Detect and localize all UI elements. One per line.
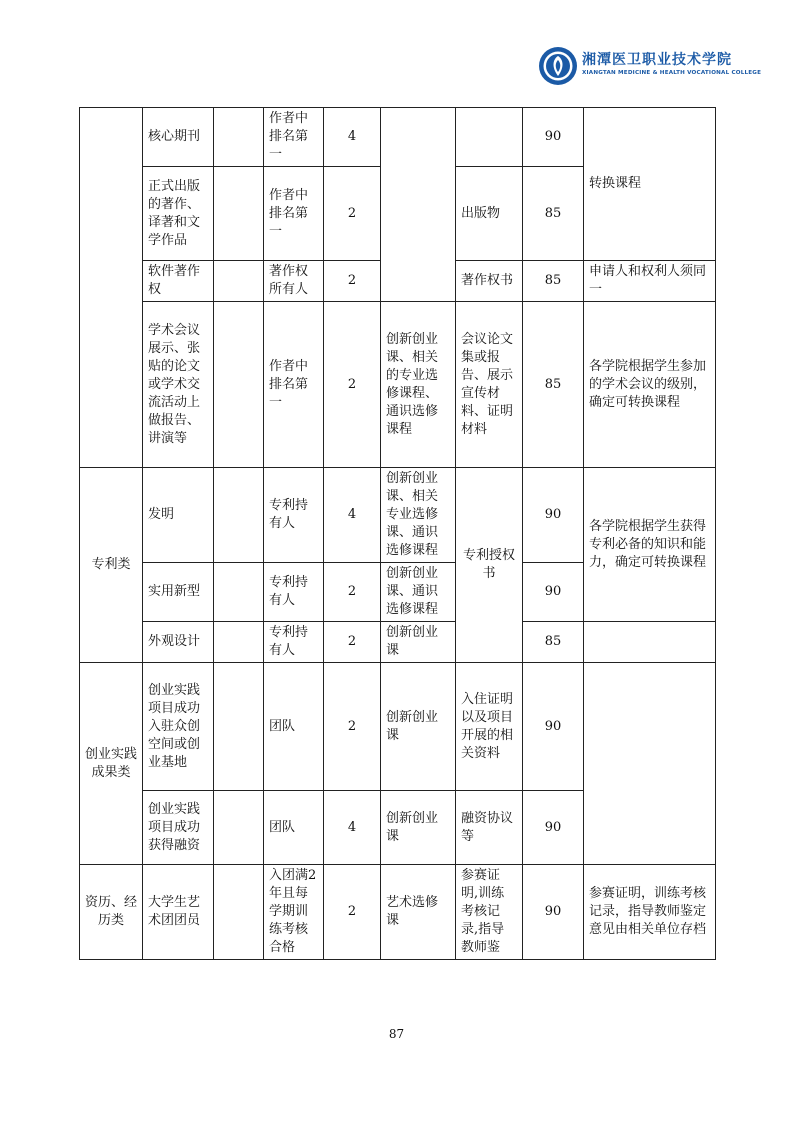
item-cell: 核心期刊 (143, 108, 214, 167)
college-logo (538, 46, 762, 86)
score-cell: 85 (523, 167, 584, 261)
course-cell: 艺术选修课 (381, 865, 456, 960)
note-cell: 申请人和权利人须同一 (584, 261, 716, 302)
category-cell: 资历、经历类 (80, 865, 143, 960)
blank-cell (214, 663, 264, 791)
item-cell: 软件著作权 (143, 261, 214, 302)
credit-cell: 4 (324, 468, 381, 563)
credit-cell: 2 (324, 663, 381, 791)
course-cell: 创新创业课 (381, 622, 456, 663)
item-cell: 大学生艺术团团员 (143, 865, 214, 960)
course-cell: 创新创业课、通识选修课程 (381, 563, 456, 622)
note-cell: 转换课程 (584, 108, 716, 261)
blank-cell (214, 622, 264, 663)
material-cell: 参赛证明,训练考核记录,指导教师鉴 (456, 865, 523, 960)
note-cell (584, 663, 716, 865)
course-cell: 创新创业课、相关专业选修课、通识选修课程 (381, 468, 456, 563)
requirement-cell: 作者中排名第一 (264, 167, 324, 261)
item-cell: 实用新型 (143, 563, 214, 622)
blank-cell (214, 302, 264, 468)
item-cell: 外观设计 (143, 622, 214, 663)
note-cell (584, 622, 716, 663)
material-cell: 出版物 (456, 167, 523, 261)
course-cell (381, 108, 456, 302)
note-cell: 各学院根据学生参加的学术会议的级别，确定可转换课程 (584, 302, 716, 468)
course-cell: 创新创业课 (381, 663, 456, 791)
note-cell: 各学院根据学生获得专利必备的知识和能力，确定可转换课程 (584, 468, 716, 622)
score-cell: 85 (523, 622, 584, 663)
table-row (80, 302, 716, 468)
material-cell: 会议论文集或报告、展示宣传材料、证明材料 (456, 302, 523, 468)
score-cell: 85 (523, 261, 584, 302)
item-cell: 正式出版的著作、译著和文学作品 (143, 167, 214, 261)
blank-cell (214, 865, 264, 960)
material-cell: 入住证明以及项目开展的相关资料 (456, 663, 523, 791)
requirement-cell: 专利持有人 (264, 622, 324, 663)
table-row (80, 622, 716, 663)
requirement-cell: 作者中排名第一 (264, 108, 324, 167)
score-cell: 90 (523, 468, 584, 563)
material-cell (456, 108, 523, 167)
score-cell: 90 (523, 108, 584, 167)
requirement-cell: 著作权所有人 (264, 261, 324, 302)
college-emblem-icon (538, 46, 578, 86)
credit-cell: 2 (324, 261, 381, 302)
category-cell (80, 108, 143, 468)
item-cell: 学术会议展示、张贴的论文或学术交流活动上做报告、讲演等 (143, 302, 214, 468)
blank-cell (214, 468, 264, 563)
requirement-cell: 入团满2年且每学期训练考核合格 (264, 865, 324, 960)
page-number: 87 (388, 1027, 405, 1041)
requirement-cell: 专利持有人 (264, 468, 324, 563)
note-cell: 参赛证明，训练考核记录，指导教师鉴定意见由相关单位存档 (584, 865, 716, 960)
score-cell: 90 (523, 865, 584, 960)
table-row (80, 108, 716, 167)
item-cell: 发明 (143, 468, 214, 563)
credit-cell: 2 (324, 167, 381, 261)
blank-cell (214, 261, 264, 302)
item-cell: 创业实践项目成功获得融资 (143, 791, 214, 865)
table-row (80, 468, 716, 563)
requirement-cell: 作者中排名第一 (264, 302, 324, 468)
material-cell: 专利授权书 (456, 468, 523, 663)
credit-cell: 4 (324, 108, 381, 167)
category-cell: 创业实践成果类 (80, 663, 143, 865)
college-name-en: XIANGTAN MEDICINE & HEALTH VOCATIONAL COLLEGE (582, 70, 762, 76)
requirement-cell: 团队 (264, 791, 324, 865)
blank-cell (214, 791, 264, 865)
blank-cell (214, 108, 264, 167)
table-row (80, 663, 716, 791)
category-cell: 专利类 (80, 468, 143, 663)
requirement-cell: 团队 (264, 663, 324, 791)
credit-cell: 2 (324, 302, 381, 468)
credit-cell: 2 (324, 865, 381, 960)
score-cell: 90 (523, 663, 584, 791)
course-cell: 创新创业课、相关的专业选修课程、通识选修课程 (381, 302, 456, 468)
credit-cell: 2 (324, 622, 381, 663)
requirement-cell: 专利持有人 (264, 563, 324, 622)
credit-conversion-table (79, 107, 716, 960)
credit-cell: 4 (324, 791, 381, 865)
blank-cell (214, 563, 264, 622)
table-row (80, 865, 716, 960)
college-name-cn: 湘潭医卫职业技术学院 (582, 52, 732, 68)
score-cell: 90 (523, 791, 584, 865)
material-cell: 著作权书 (456, 261, 523, 302)
score-cell: 90 (523, 563, 584, 622)
blank-cell (214, 167, 264, 261)
score-cell: 85 (523, 302, 584, 468)
item-cell: 创业实践项目成功入驻众创空间或创业基地 (143, 663, 214, 791)
course-cell: 创新创业课 (381, 791, 456, 865)
material-cell: 融资协议等 (456, 791, 523, 865)
credit-cell: 2 (324, 563, 381, 622)
